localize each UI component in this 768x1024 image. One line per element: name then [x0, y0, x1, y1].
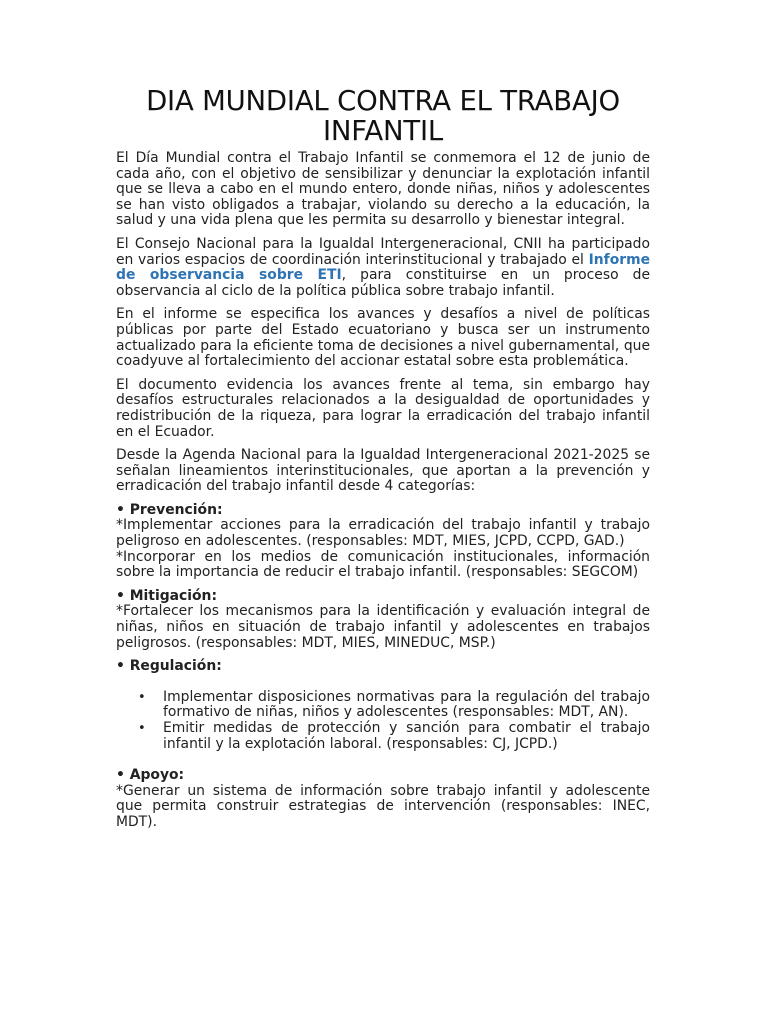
section-apoyo — [116, 768, 650, 830]
paragraph-intro: El Día Mundial contra el Trabajo Infantil se conmemora el 12 de junio de cada año, con el objetivo de sensibilizar y denunciar la explotación infantil que se lleva a cabo en el mundo entero, donde niñas, niños y adolescentes se han visto obligados a trabajar, violando su derecho a la educación, la salud y una vida plena que les permita su desarrollo y bienestar integral. — [116, 150, 650, 229]
document-title: DIA MUNDIAL CONTRA EL TRABAJO INFANTIL — [146, 85, 620, 147]
regulacion-item-2-text: Emitir medidas de protección y sanción para combatir el trabajo infantil y la explotación laboral. (responsables: CJ, JCPD.) — [163, 720, 650, 752]
paragraph-agenda: Desde la Agenda Nacional para la Igualdad Intergeneracional 2021-2025 se señalan lineamientos interinstitucionales, que aportan a la prevención y erradicación del trabajo infantil desde 4 categorías: — [116, 447, 650, 495]
paragraph-documento: El documento evidencia los avances frente al tema, sin embargo hay desafíos estructurales relacionados a la desigualdad de oportunidades y redistribución de la riqueza, para lograr la erradicación del trabajo infantil en el Ecuador. — [116, 376, 650, 440]
informe-observancia-link[interactable]: Informe de observancia sobre ETI — [116, 251, 650, 284]
regulacion-list — [116, 690, 650, 752]
regulacion-item-1-text: Implementar disposiciones normativas para la regulación del trabajo formativo de niñas, niños y adolescentes (responsables: MDT, AN). — [163, 688, 650, 721]
prevencion-item-2: *Incorporar en los medios de comunicación institucionales, información sobre la importancia de reducir el trabajo infantil. (responsables: SEGCOM) — [116, 548, 650, 581]
regulacion-item-2 — [138, 720, 650, 752]
section-prevencion — [116, 503, 650, 581]
paragraph-informe: En el informe se especifica los avances y desafíos a nivel de políticas públicas por parte del Estado ecuatoriano y busca ser un instrumento actualizado para la eficiente toma de decisiones a nivel gubernamental, que coadyuve al fortalecimiento del accionar estatal sobre esta problemática. — [116, 306, 650, 370]
bullet-icon: • — [138, 721, 146, 736]
apoyo-heading: • Apoyo: — [116, 767, 185, 784]
mitigacion-heading: • Mitigación: — [116, 587, 217, 604]
paragraph-cnii-text-before: El Consejo Nacional para la Igualdal Intergeneracional, CNII ha participado en varios espacios de coordinación interinstitucional y trabajado el — [116, 235, 650, 268]
section-regulacion — [116, 659, 650, 675]
apoyo-item-1: *Generar un sistema de información sobre trabajo infantil y adolescente que permita construir estrategias de intervención (responsables: INEC, MDT). — [116, 782, 650, 830]
regulacion-item-1 — [138, 688, 650, 721]
regulacion-heading: • Regulación: — [116, 658, 222, 675]
prevencion-heading: • Prevención: — [116, 501, 223, 518]
document-page — [116, 86, 650, 839]
bullet-icon: • — [138, 689, 146, 705]
prevencion-item-1: *Implementar acciones para la erradicación del trabajo infantil y trabajo peligroso en adolescentes. (responsables: MDT, MIES, JCPD, CCPD, GAD.) — [116, 517, 650, 550]
paragraph-cnii-text-after: , para constituirse en un proceso de observancia al ciclo de la política pública sobre trabajo infantil. — [116, 267, 650, 299]
mitigacion-item-1: *Fortalecer los mecanismos para la identificación y evaluación integral de niñas, niños en situación de trabajo infantil y adolescentes en trabajos peligrosos. (responsables: MDT, MIES, MINEDUC, MSP.) — [116, 603, 650, 651]
section-mitigacion — [116, 589, 650, 651]
paragraph-cnii — [116, 237, 650, 299]
